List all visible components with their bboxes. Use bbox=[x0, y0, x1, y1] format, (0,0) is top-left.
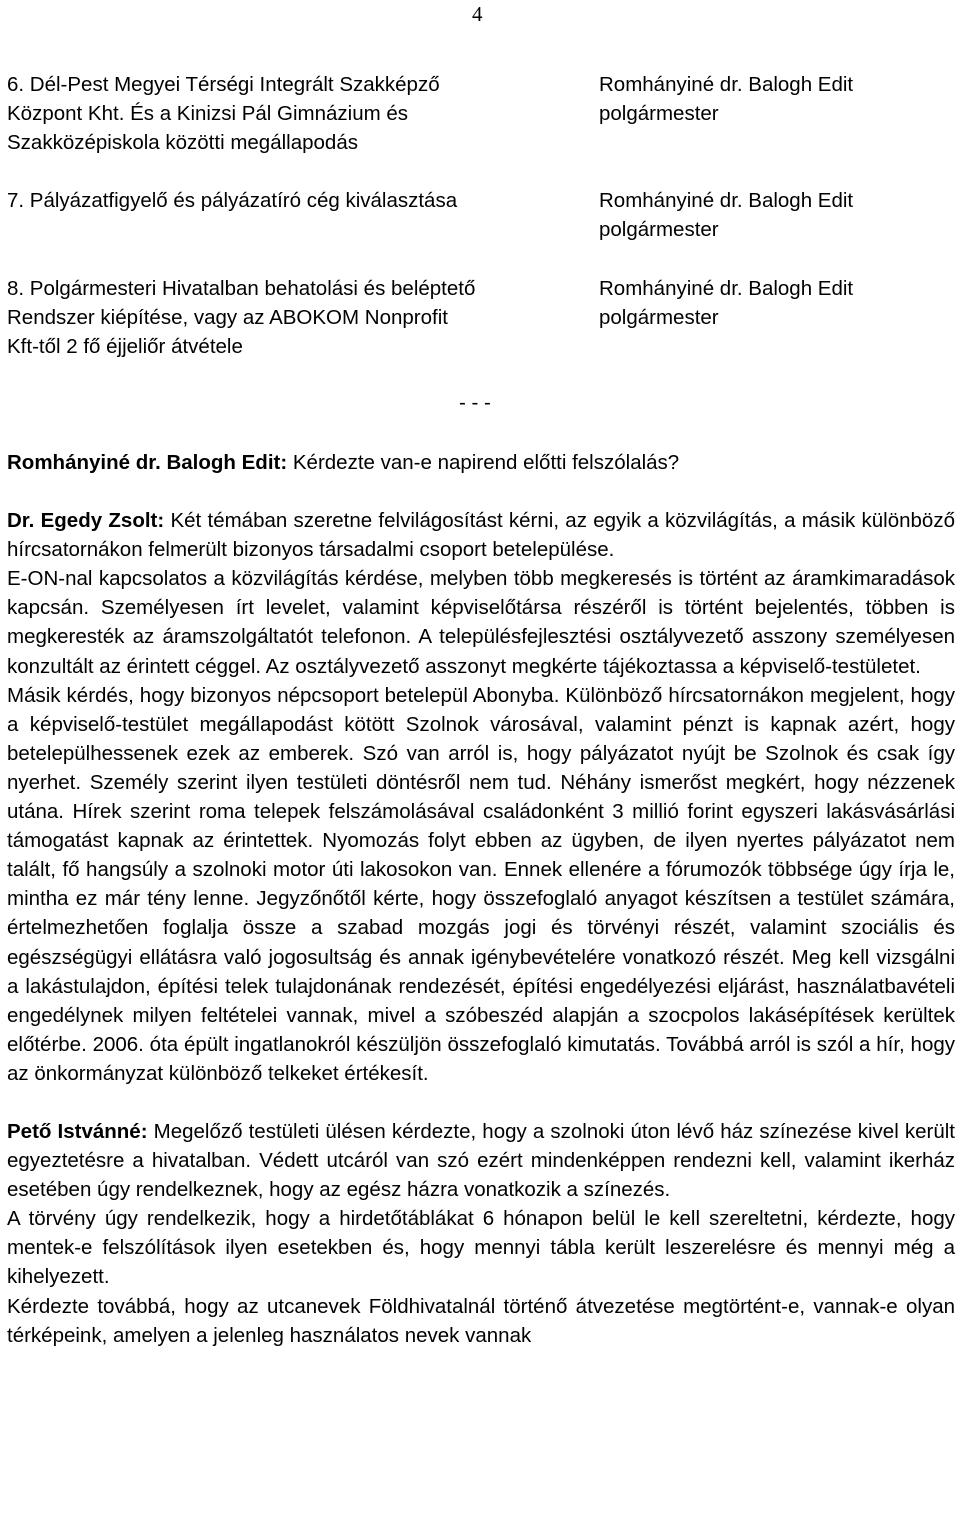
paragraph-text: Megelőző testületi ülésen kérdezte, hogy a szolnoki úton lévő ház színezése kivel került egyeztetésre a hivatalban. Védett utcáról van szó ezért mindenképpen rendezni kell, valamint ikerház esetében úgy rendelkeznek, hogy az egész házra vonatkozik a színezés. bbox=[7, 1119, 955, 1202]
paragraph-text: Két témában szeretne felvilágosítást kérni, az egyik a közvilágítás, a másik különböző hírcsatornákon felmerült bizonyos társadalmi csoport betelepülése. bbox=[7, 509, 955, 562]
page-number: 4 bbox=[472, 2, 483, 26]
paragraph bbox=[7, 1292, 955, 1350]
paragraph bbox=[7, 506, 955, 564]
agenda-item-title: 7. Pályázatfigyelő és pályázatíró cég kiválasztása bbox=[7, 189, 458, 212]
paragraph bbox=[7, 1117, 955, 1204]
paragraph bbox=[7, 564, 955, 680]
paragraph bbox=[7, 1204, 955, 1291]
paragraph bbox=[7, 681, 955, 1088]
speaker-name: Pető Istvánné: bbox=[7, 1119, 148, 1143]
paragraph-text: Kérdezte továbbá, hogy az utcanevek Földhivatalnál történő átvezetése megtörtént-e, vannak-e olyan térképeink, amelyen a jelenleg használatos nevek vannak bbox=[7, 1294, 955, 1347]
speaker-name: Dr. Egedy Zsolt: bbox=[7, 509, 165, 533]
speaker-name: Romhányiné dr. Balogh Edit: bbox=[7, 451, 288, 474]
section-separator: - - - bbox=[459, 391, 491, 414]
paragraph-text: Másik kérdés, hogy bizonyos népcsoport betelepül Abonyba. Különböző hírcsatornákon megjelent, hogy a képviselő-testület megállapodást kötött Szolnok városával, valamint pénzt is kapnak azért, hogy betelepülhessenek ezek az emberek. Szó van arról is, hogy pályázatot nyújt be Szolnok és csak így nyerhet. Személy szerint ilyen testületi döntésről nem tud. Néhány ismerőst megkért, hogy nézzenek utána. Hírek szerint roma telepek felszámolásával családonként 3 millió forint egyszeri lakásvásárlási támogatást kapnak az érintettek. Nyomozás folyt ebben az ügyben, de ilyen nyertes pályázatot nem talált, fő hangsúly a szolnoki motor úti lakosokon van. Ennek ellenére a fórumozók többsége úgy írja le, mintha ez már tény lenne. Jegyzőnőtől kérte, hogy összefoglaló anyagot készítsen a testület számára, értelmezhetően foglalja össze a szabad mozgás jogi és törvényi részét, valamint szociális és egészségügyi ellátásra való jogosultság és annak igénybevételére vonatkozó részét. Meg kell vizsgálni a lakástulajdon, építési telek tulajdonának rendezését, építési engedélyezési eljárást, használatbavételi engedélynek milyen feltételei vannak, mivel a szóbeszéd alapján a szocpolos lakásépítések kerültek előtérbe. 2006. óta épült ingatlanokról készüljön összefoglaló kimutatás. Továbbá arról is szól a hír, hogy az önkormányzat különböző telkeket értékesít. bbox=[7, 683, 955, 1085]
paragraph bbox=[7, 448, 955, 477]
paragraph-text: Kérdezte van-e napirend előtti felszólalás? bbox=[287, 451, 680, 474]
agenda-item-title: 8. Polgármesteri Hivatalban behatolási és beléptető Rendszer kiépítése, vagy az ABOKOM Nonprofit Kft-től 2 fő éjjeliőr átvétele bbox=[7, 277, 476, 358]
agenda-item-presenter: Romhányiné dr. Balogh Edit polgármester bbox=[599, 189, 854, 241]
minutes-body bbox=[7, 448, 955, 1350]
agenda-item-presenter: Romhányiné dr. Balogh Edit polgármester bbox=[599, 73, 854, 125]
agenda-item-presenter: Romhányiné dr. Balogh Edit polgármester bbox=[599, 277, 854, 329]
paragraph-text: E-ON-nal kapcsolatos a közvilágítás kérdése, melyben több megkeresés is történt az áramkimaradások kapcsán. Személyesen írt levelet, valamint képviselőtársa részéről is történt bejelentés, többen is megkeresték az áramszolgáltatót telefonon. A településfejlesztési osztályvezető asszony személyesen konzultált az érintett céggel. Az osztályvezető asszonyt megkérte tájékoztassa a képviselő-testületet. bbox=[7, 567, 955, 678]
paragraph-text: A törvény úgy rendelkezik, hogy a hirdetőtáblákat 6 hónapon belül le kell szereltetni, kérdezte, hogy mentek-e felszólítások ilyen esetekben és, hogy mennyi tábla került leszerelésre és mennyi még a kihelyezett. bbox=[7, 1207, 955, 1289]
agenda-item-title: 6. Dél-Pest Megyei Térségi Integrált Szakképző Központ Kht. És a Kinizsi Pál Gimnázium és Szakközépiskola közötti megállapodás bbox=[7, 73, 440, 154]
